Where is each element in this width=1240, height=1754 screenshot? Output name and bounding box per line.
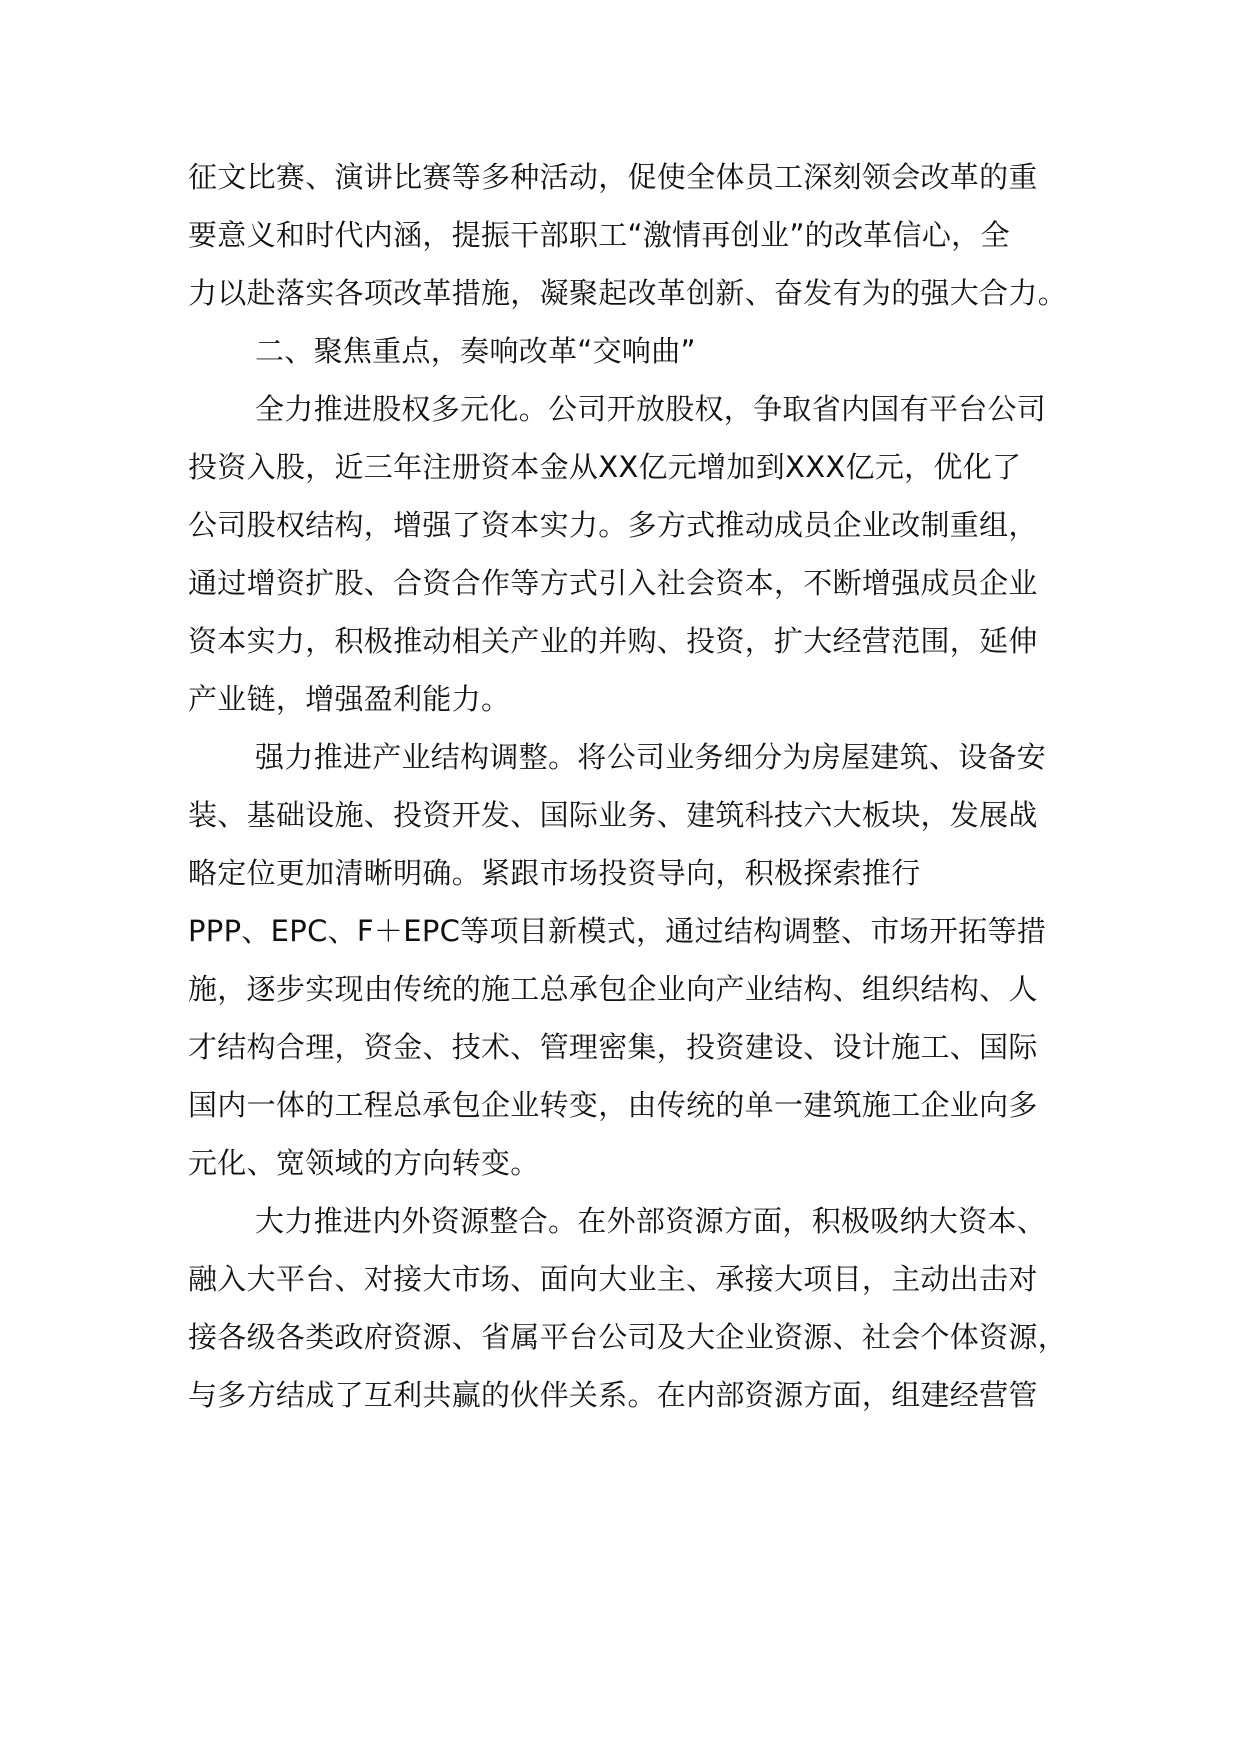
paragraph-first-line: 大力推进内外资源整合。在外部资源方面，积极吸纳大资本、	[255, 1204, 1047, 1238]
body-text-line: 资本实力，积极推动相关产业的并购、投资，扩大经营范围，延伸	[188, 624, 1038, 658]
section-heading: 二、聚焦重点，奏响改革“交响曲”	[255, 334, 696, 368]
body-text-line: 融入大平台、对接大市场、面向大业主、承接大项目，主动出击对	[188, 1262, 1038, 1296]
body-text-line: 略定位更加清晰明确。紧跟市场投资导向，积极探索推行	[188, 856, 921, 890]
body-text-line: 施，逐步实现由传统的施工总承包企业向产业结构、组织结构、人	[188, 972, 1038, 1006]
paragraph-first-line: 强力推进产业结构调整。将公司业务细分为房屋建筑、设备安	[255, 740, 1047, 774]
body-text-line: 接各级各类政府资源、省属平台公司及大企业资源、社会个体资源，	[188, 1320, 1068, 1354]
body-text-line: 产业链，增强盈利能力。	[188, 682, 511, 716]
body-text-line: 征文比赛、演讲比赛等多种活动，促使全体员工深刻领会改革的重	[188, 160, 1038, 194]
body-text-line: PPP、EPC、F＋EPC等项目新模式，通过结构调整、市场开拓等措	[188, 914, 1047, 948]
body-text-line: 通过增资扩股、合资合作等方式引入社会资本，不断增强成员企业	[188, 566, 1038, 600]
body-text-line: 才结构合理，资金、技术、管理密集，投资建设、设计施工、国际	[188, 1030, 1038, 1064]
body-text-line: 投资入股，近三年注册资本金从XX亿元增加到XXX亿元，优化了	[188, 450, 1022, 484]
body-text-line: 与多方结成了互利共赢的伙伴关系。在内部资源方面，组建经营管	[188, 1378, 1038, 1412]
body-text-line: 力以赴落实各项改革措施，凝聚起改革创新、奋发有为的强大合力。	[188, 276, 1068, 310]
body-text-line: 元化、宽领域的方向转变。	[188, 1146, 540, 1180]
body-text-line: 公司股权结构，增强了资本实力。多方式推动成员企业改制重组，	[188, 508, 1038, 542]
body-text-line: 国内一体的工程总承包企业转变，由传统的单一建筑施工企业向多	[188, 1088, 1038, 1122]
body-text-line: 装、基础设施、投资开发、国际业务、建筑科技六大板块，发展战	[188, 798, 1038, 832]
paragraph-first-line: 全力推进股权多元化。公司开放股权，争取省内国有平台公司	[255, 392, 1047, 426]
body-text-line: 要意义和时代内涵，提振干部职工“激情再创业”的改革信心，全	[188, 218, 1010, 252]
